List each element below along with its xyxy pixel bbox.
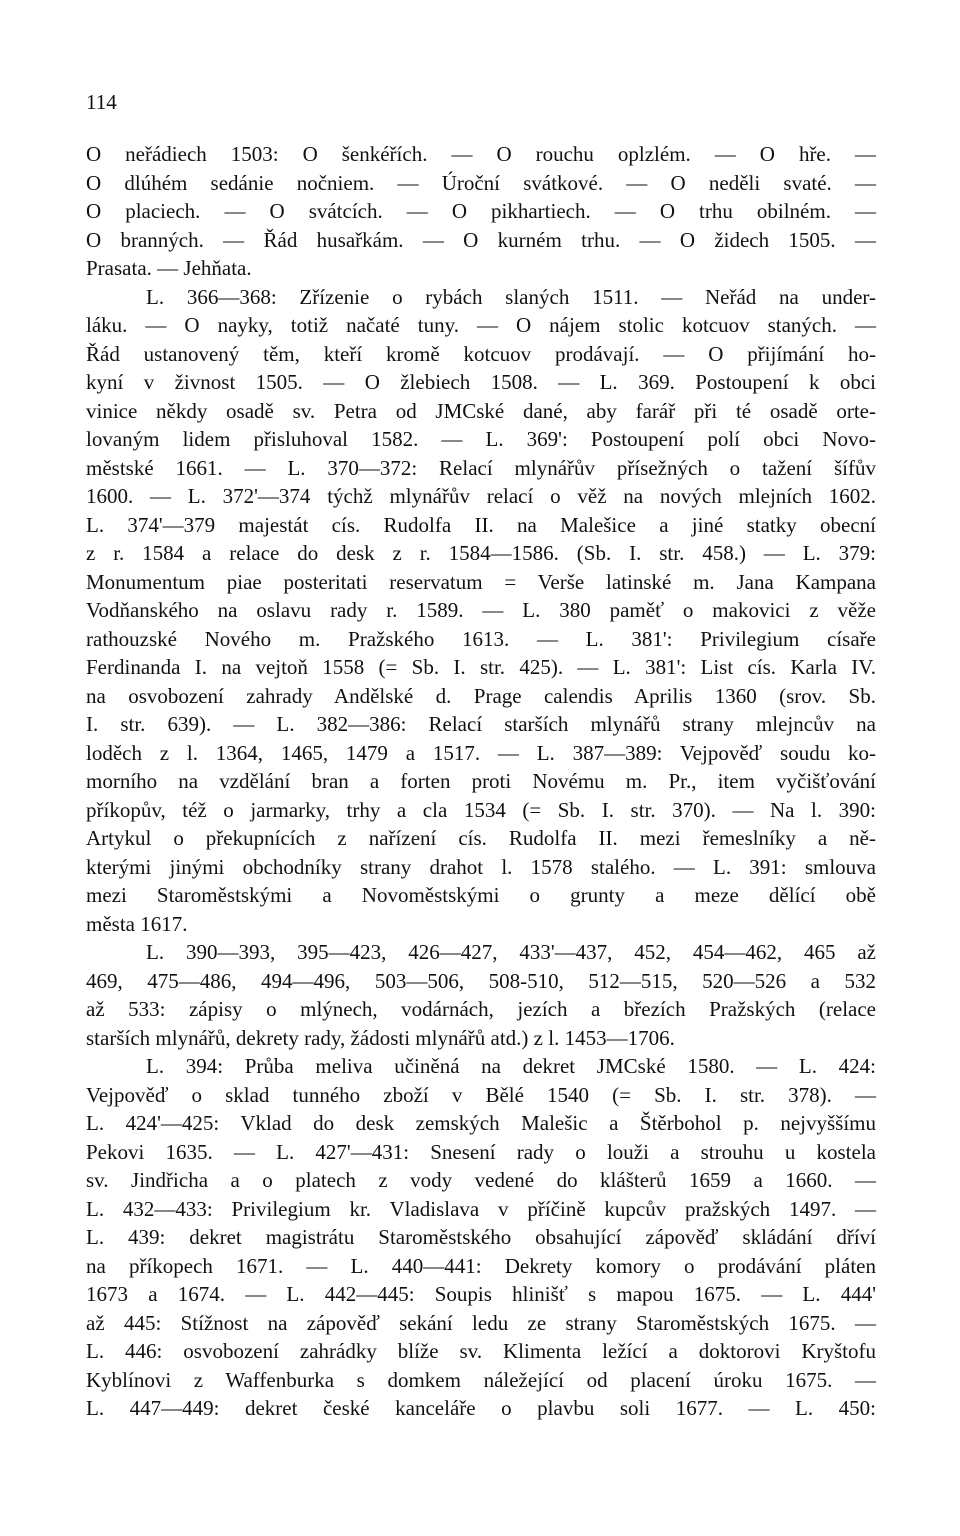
text-line: Prasata. — Jehňata.	[86, 256, 252, 280]
text-line: mezi Staroměstskými a Novoměstskými o grunty a meze dělící obě	[86, 883, 876, 907]
text-line: na osvobození zahrady Andělské d. Prage calendis Aprilis 1360 (srov. Sb.	[86, 683, 876, 708]
text-line: L. 447—449: dekret české kanceláře o plavbu soli 1677. — L. 450:	[86, 1396, 876, 1420]
body-text	[86, 140, 876, 1423]
page-number: 114	[86, 90, 117, 114]
text-line: kyní v živnost 1505. — O žlebiech 1508. — L. 369. Postoupení k obci	[86, 370, 876, 394]
text-line: Vodňanského na oslavu rady r. 1589. — L. 380 paměť o makovici z věže	[86, 598, 876, 622]
text-line: až 533: zápisy o mlýnech, vodárnách, jezích a březích Pražských (relace	[86, 997, 876, 1021]
text-line: z r. 1584 a relace do desk z r. 1584—1586. (Sb. I. str. 458.) — L. 379:	[86, 541, 876, 565]
text-line: L. 432—433: Privilegium kr. Vladislava v příčině kupcův pražských 1497. —	[86, 1196, 876, 1221]
text-line: 1673 a 1674. — L. 442—445: Soupis hlinišť s mapou 1675. — L. 444'	[86, 1282, 876, 1306]
text-line: I. str. 639). — L. 382—386: Relací starších mlynářů strany mlejncův na	[86, 712, 876, 736]
text-line: Monumentum piae posteritati reservatum = Verše latinské m. Jana Kampana	[86, 569, 876, 594]
text-line: vinice někdy osadě sv. Petra od JMCské dané, aby farář při té osadě orte-	[86, 398, 876, 423]
text-line: morního na vzdělání bran a forten proti Novému m. Pr., item vyčišťování	[86, 769, 876, 793]
text-line: městské 1661. — L. 370—372: Relací mlynářův přísežných o tažení šífův	[86, 455, 876, 480]
text-line: L. 394: Průba meliva učiněná na dekret JMCské 1580. — L. 424:	[146, 1054, 876, 1078]
text-line: Vejpověď o sklad tunného zboží v Bělé 1540 (= Sb. I. str. 378). —	[86, 1082, 876, 1107]
text-line: města 1617.	[86, 911, 188, 936]
text-line: 469, 475—486, 494—496, 503—506, 508-510, 512—515, 520—526 a 532	[86, 968, 876, 993]
text-line: L. 366—368: Zřízenie o rybách slaných 1511. — Neřád na under-	[146, 284, 876, 309]
text-line: O dlúhém sedánie nočniem. — Úroční svátkové. — O neděli svaté. —	[86, 170, 876, 195]
text-line: na příkopech 1671. — L. 440—441: Dekrety komory o prodávání pláten	[86, 1253, 876, 1278]
text-line: loděch z l. 1364, 1465, 1479 a 1517. — L. 387—389: Vejpověď soudu ko-	[86, 740, 876, 765]
text-line: starších mlynářů, dekrety rady, žádosti mlynářů atd.) z l. 1453—1706.	[86, 1025, 675, 1050]
text-line: O branných. — Řád husařkám. — O kurném trhu. — O židech 1505. —	[86, 227, 876, 252]
text-line: L. 424'—425: Vklad do desk zemských Malešic a Štěrbohol p. nejvyššímu	[86, 1111, 876, 1135]
text-line: Pekovi 1635. — L. 427'—431: Snesení rady o louži a strouhu u kostela	[86, 1139, 876, 1164]
text-line: Artykul o překupnících z nařízení cís. Rudolfa II. mezi řemeslníky a ně-	[86, 826, 876, 850]
text-line: L. 439: dekret magistrátu Staroměstského obsahující zápověď skládání dříví	[86, 1225, 876, 1249]
text-line: O neřádiech 1503: O šenkéřích. — O rouchu oplzlém. — O hře. —	[86, 142, 876, 166]
text-line: O placiech. — O svátcích. — O pikhartiech. — O trhu obilném. —	[86, 199, 876, 223]
text-line: kterými jinými obchodníky strany drahot l. 1578 stalého. — L. 391: smlouva	[86, 854, 876, 879]
text-line: sv. Jindřicha a o platech z vody vedené do klášterů 1659 a 1660. —	[86, 1168, 876, 1192]
text-line: 1600. — L. 372'—374 týchž mlynářův relací o věž na nových mlejních 1602.	[86, 484, 876, 508]
text-line: lovaným lidem přisluhoval 1582. — L. 369': Postoupení polí obci Novo-	[86, 427, 876, 451]
text-line: Ferdinanda I. na vejtoň 1558 (= Sb. I. str. 425). — L. 381': List cís. Karla IV.	[86, 655, 876, 679]
text-line: až 445: Stížnost na zápověď sekání ledu ze strany Staroměstských 1675. —	[86, 1310, 876, 1335]
text-line: láku. — O nayky, totiž načaté tuny. — O nájem stolic kotcuov staných. —	[86, 313, 876, 337]
text-line: rathouzské Nového m. Pražského 1613. — L. 381': Privilegium císaře	[86, 626, 876, 651]
text-line: Řád ustanovený těm, kteří kromě kotcuov prodávají. — O přijímání ho-	[86, 341, 876, 366]
text-line: L. 374'—379 majestát cís. Rudolfa II. na Malešice a jiné statky obecní	[86, 512, 876, 537]
text-line: Kyblínovi z Waffenburka s domkem náležející od placení úroku 1675. —	[86, 1367, 876, 1392]
text-line: příkopův, též o jarmarky, trhy a cla 1534 (= Sb. I. str. 370). — Na l. 390:	[86, 797, 876, 822]
text-line: L. 390—393, 395—423, 426—427, 433'—437, 452, 454—462, 465 až	[146, 940, 876, 964]
text-line: L. 446: osvobození zahrádky blíže sv. Klimenta ležící a doktorovi Kryštofu	[86, 1339, 876, 1363]
